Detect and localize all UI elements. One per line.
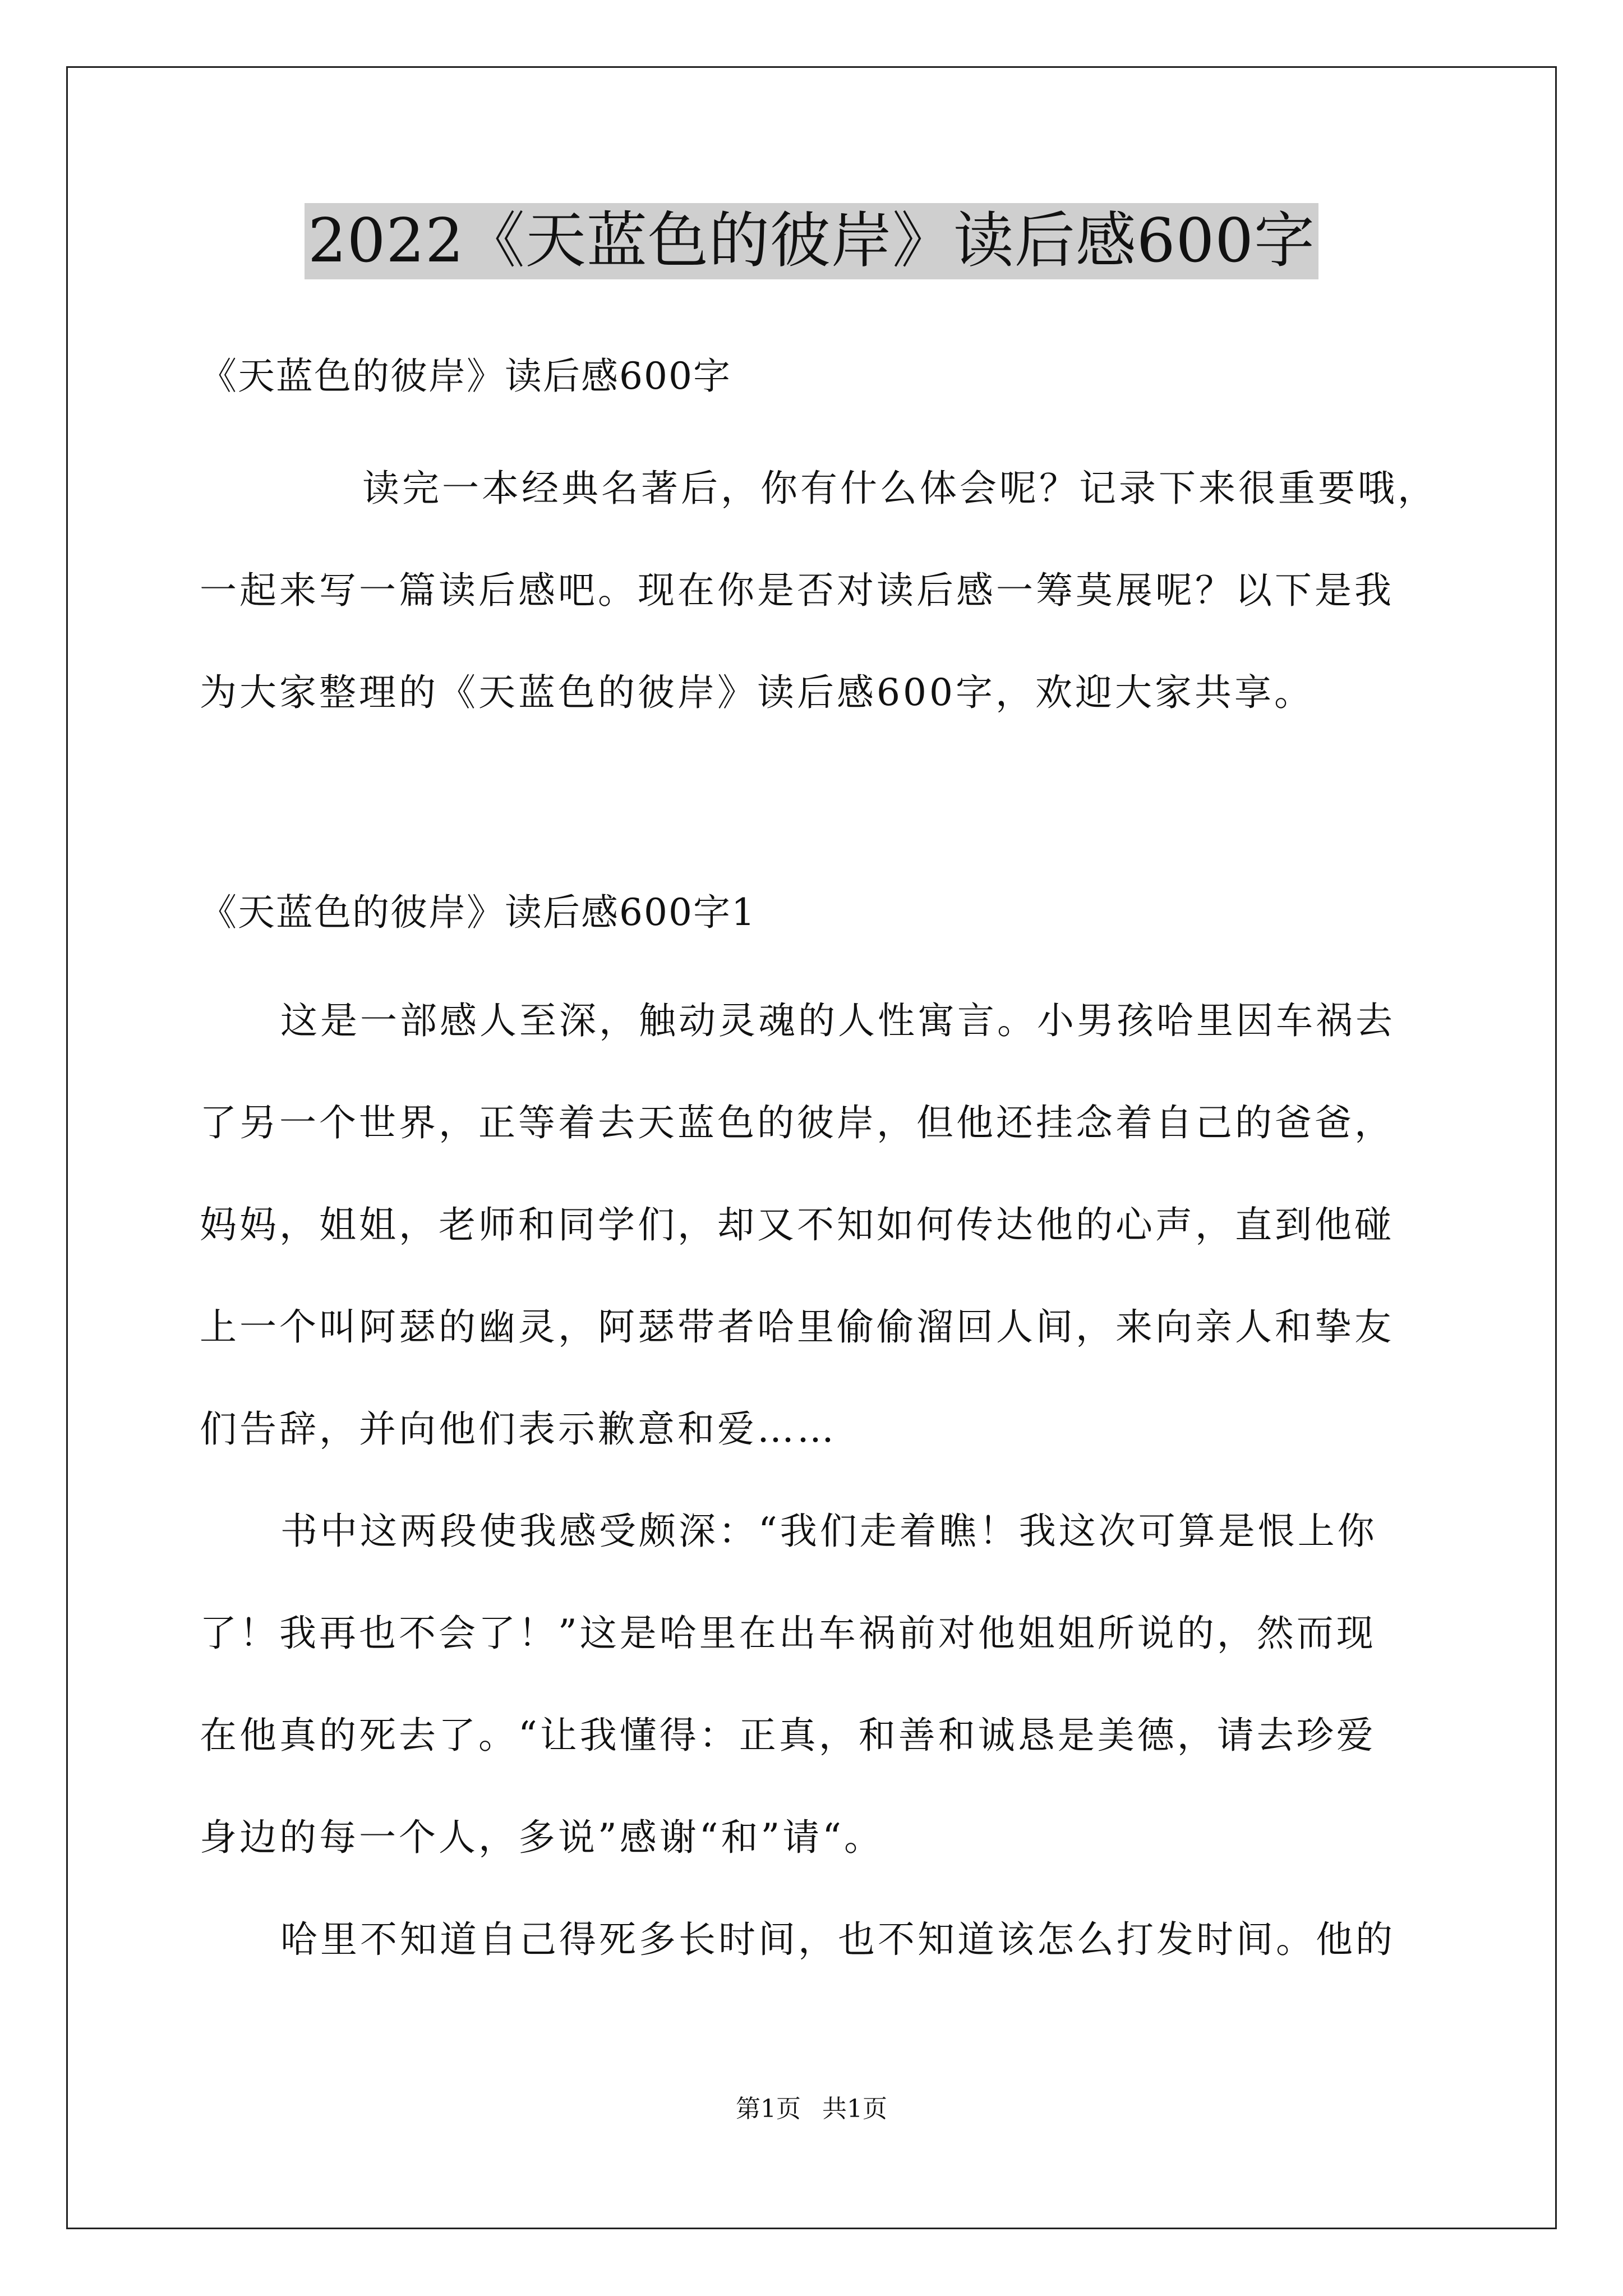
page-footer (0, 2093, 1623, 2125)
para1-line-5: 们告辞，并向他们表示歉意和爱…… (200, 1407, 837, 1451)
para1-line-1: 这是一部感人至深，触动灵魂的人性寓言。小男孩哈里因车祸去 (280, 999, 1395, 1042)
para1-line-3: 妈妈，姐姐，老师和同学们，却又不知如何传达他的心声，直到他碰 (200, 1203, 1394, 1246)
subtitle: 《天蓝色的彼岸》读后感600字 (200, 355, 731, 398)
para2-line-1: 书中这两段使我感受颇深：“我们走着瞧！我这次可算是恨上你 (280, 1510, 1377, 1553)
para1-line-4: 上一个叫阿瑟的幽灵，阿瑟带者哈里偷偷溜回人间，来向亲人和挚友 (200, 1305, 1394, 1349)
intro-line-3: 为大家整理的《天蓝色的彼岸》读后感600字，欢迎大家共享。 (200, 671, 1314, 714)
section-heading: 《天蓝色的彼岸》读后感600字1 (200, 891, 756, 934)
para2-line-2: 了！我再也不会了！”这是哈里在出车祸前对他姐姐所说的，然而现 (200, 1612, 1376, 1655)
page-number: 第1页 (736, 2095, 801, 2123)
title-container (0, 203, 1623, 279)
para1-line-2: 了另一个世界，正等着去天蓝色的彼岸，但他还挂念着自己的爸爸， (200, 1101, 1394, 1144)
para2-line-3: 在他真的死去了。“让我懂得：正真，和善和诚恳是美德，请去珍爱 (200, 1714, 1376, 1757)
page-total: 共1页 (822, 2095, 887, 2123)
intro-line-2: 一起来写一篇读后感吧。现在你是否对读后感一筹莫展呢？以下是我 (200, 569, 1394, 612)
document-title: 2022《天蓝色的彼岸》读后感600字 (305, 203, 1318, 279)
para3-line-1: 哈里不知道自己得死多长时间，也不知道该怎么打发时间。他的 (280, 1918, 1395, 1961)
para2-line-4: 身边的每一个人，多说”感谢“和”请“。 (200, 1816, 884, 1859)
intro-line-1: 读完一本经典名著后，你有什么体会呢？记录下来很重要哦， (362, 467, 1437, 510)
